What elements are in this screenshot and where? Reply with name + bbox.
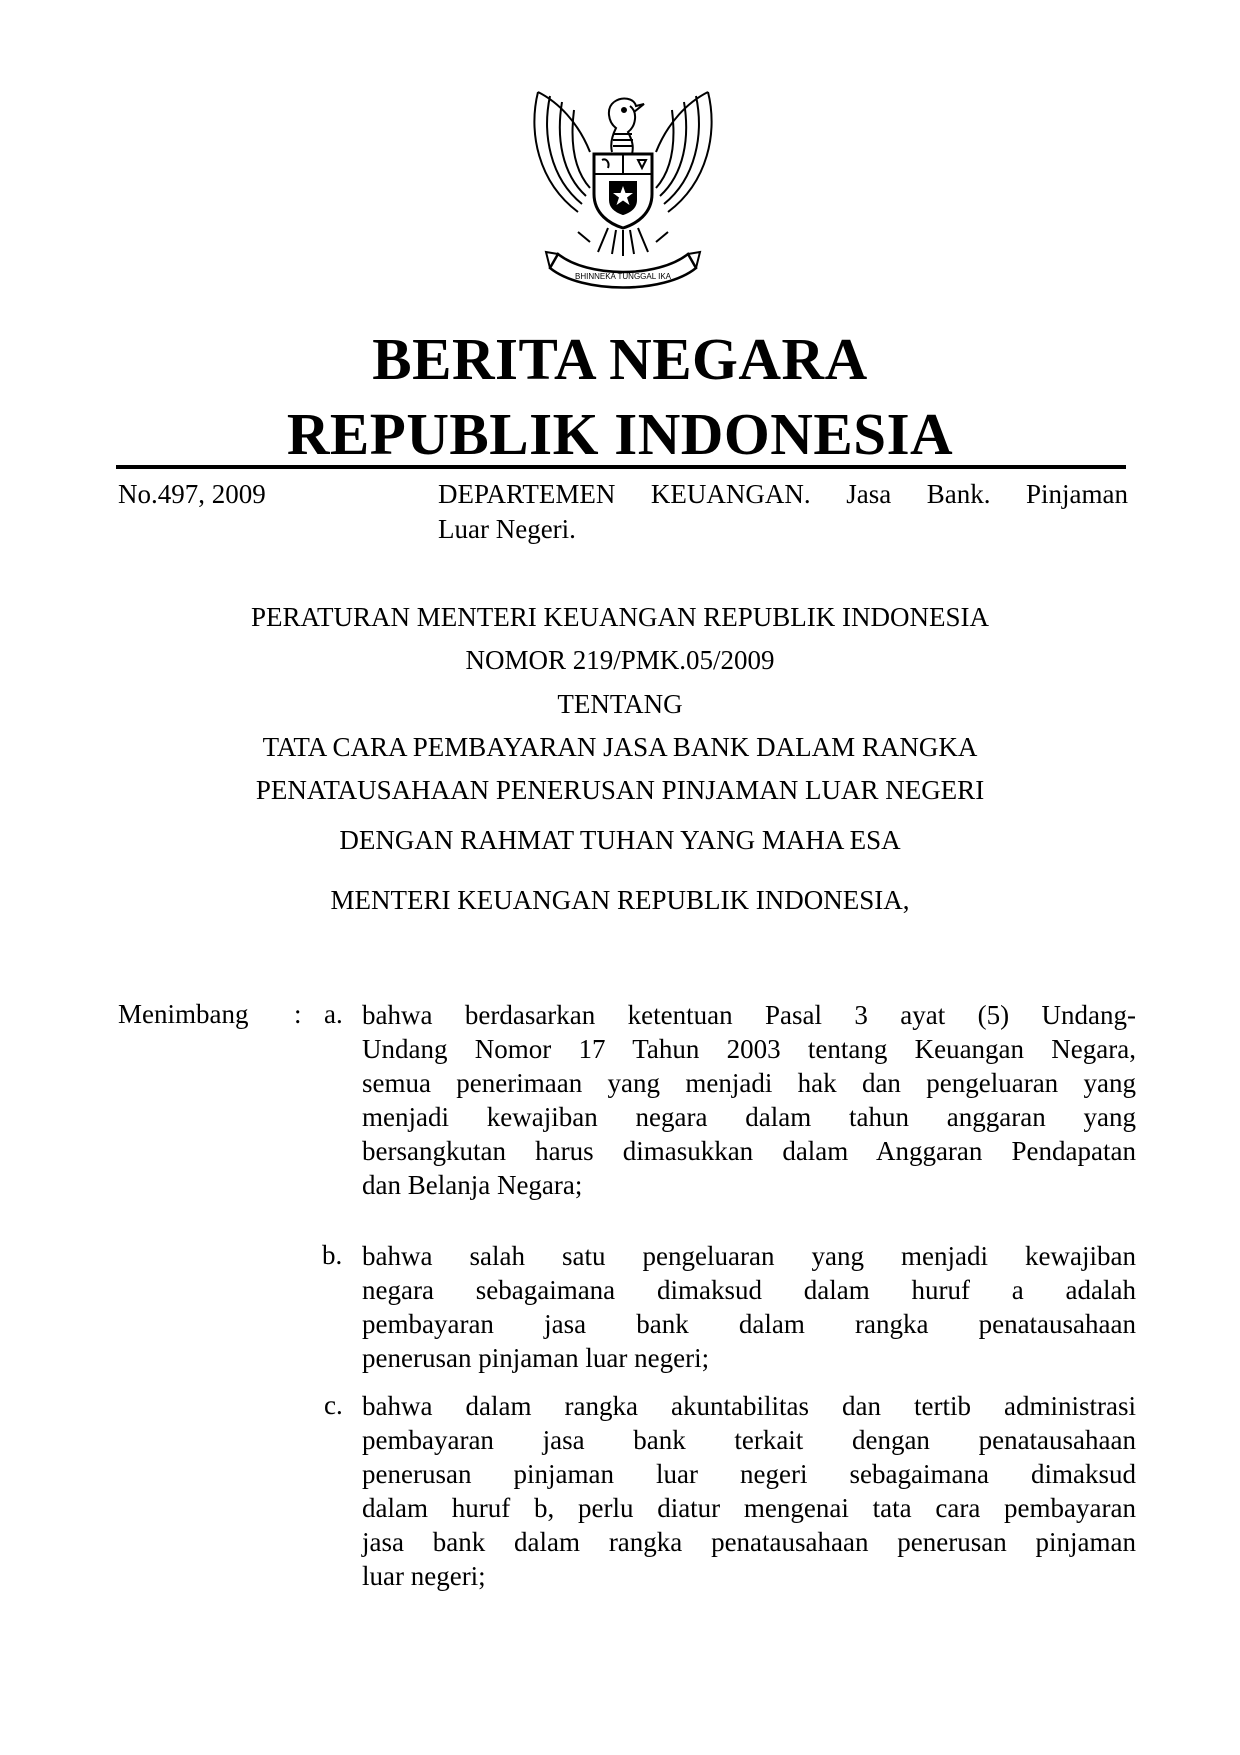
item-c-marker: c.	[324, 1390, 343, 1420]
item-a-line: semua penerimaan yang menjadi hak dan pengeluaran yang	[362, 1068, 1136, 1098]
emblem-motto: BHINNEKA TUNGGAL IKA	[574, 272, 672, 281]
regulation-title: PERATURAN MENTERI KEUANGAN REPUBLIK INDONESIA	[251, 602, 989, 632]
item-a-line: Undang Nomor 17 Tahun 2003 tentang Keuangan Negara,	[362, 1034, 1136, 1064]
regulation-about-label: TENTANG	[557, 689, 683, 719]
gazette-subject	[438, 477, 1128, 547]
invocation-line: DENGAN RAHMAT TUHAN YANG MAHA ESA	[339, 825, 901, 855]
item-b-line: negara sebagaimana dimaksud dalam huruf a adalah	[362, 1275, 1136, 1305]
item-b-line: bahwa salah satu pengeluaran yang menjadi kewajiban	[362, 1241, 1136, 1271]
considering-colon: :	[294, 999, 302, 1029]
item-c-line: bahwa dalam rangka akuntabilitas dan tertib administrasi	[362, 1391, 1136, 1421]
item-a-line: dan Belanja Negara;	[362, 1170, 583, 1200]
item-c-text	[362, 1389, 1136, 1593]
item-c-line: luar negeri;	[362, 1561, 486, 1591]
item-c-line: jasa bank dalam rangka penatausahaan penerusan pinjaman	[362, 1527, 1136, 1557]
masthead-title-line2: REPUBLIK INDONESIA	[286, 401, 954, 467]
regulation-subject-line2: PENATAUSAHAAN PENERUSAN PINJAMAN LUAR NEGERI	[255, 775, 985, 805]
item-a-line: menjadi kewajiban negara dalam tahun anggaran yang	[362, 1102, 1136, 1132]
gazette-number: No.497, 2009	[118, 479, 266, 509]
regulation-number: NOMOR 219/PMK.05/2009	[465, 645, 775, 675]
item-a-text	[362, 998, 1136, 1202]
regulation-subject-line1: TATA CARA PEMBAYARAN JASA BANK DALAM RANGKA	[262, 732, 978, 762]
garuda-emblem-icon	[518, 82, 728, 297]
header-divider	[116, 465, 1126, 469]
item-b-line: pembayaran jasa bank dalam rangka penatausahaan	[362, 1309, 1136, 1339]
item-a-line: bersangkutan harus dimasukkan dalam Anggaran Pendapatan	[362, 1136, 1136, 1166]
item-c-line: dalam huruf b, perlu diatur mengenai tata cara pembayaran	[362, 1493, 1136, 1523]
item-a-marker: a.	[324, 999, 343, 1029]
gazette-subject-line2: Luar Negeri.	[438, 514, 576, 544]
item-a-line: bahwa berdasarkan ketentuan Pasal 3 ayat (5) Undang-	[362, 1000, 1136, 1030]
item-b-line: penerusan pinjaman luar negeri;	[362, 1343, 710, 1373]
item-c-line: pembayaran jasa bank terkait dengan penatausahaan	[362, 1425, 1136, 1455]
issuer-line: MENTERI KEUANGAN REPUBLIK INDONESIA,	[330, 885, 910, 915]
considering-label: Menimbang	[118, 999, 249, 1029]
masthead-title-line1: BERITA NEGARA	[372, 326, 868, 392]
item-c-line: penerusan pinjaman luar negeri sebagaimana dimaksud	[362, 1459, 1136, 1489]
item-b-marker: b.	[322, 1240, 343, 1270]
gazette-subject-line1: DEPARTEMEN KEUANGAN. Jasa Bank. Pinjaman	[438, 479, 1128, 509]
item-b-text	[362, 1239, 1136, 1375]
